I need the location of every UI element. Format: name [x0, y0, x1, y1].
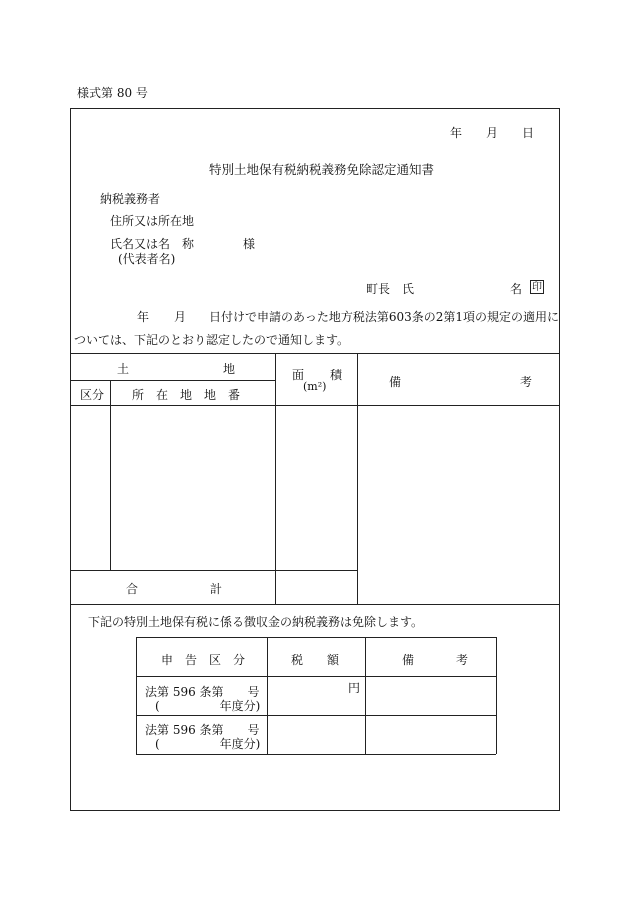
exemption-text: 下記の特別土地保有税に係る徴収金の納税義務は免除します。: [88, 615, 424, 629]
document-title: 特別土地保有税納税義務免除認定通知書: [209, 162, 435, 177]
total-label-1: 合: [126, 582, 139, 596]
date-month: 月: [486, 126, 499, 140]
date-year: 年: [450, 126, 463, 140]
land-col-divider-area: [357, 353, 358, 604]
body-month: 月: [174, 310, 187, 324]
row2-law: 法第 596 条第 号: [145, 723, 260, 737]
body-line1: 日付けで申請のあった地方税法第603条の2第1項の規定の適用に: [209, 310, 560, 324]
tax-col-tax-2: 額: [327, 653, 340, 667]
tax-col-declaration: 申 告 区 分: [161, 653, 246, 667]
total-label-2: 計: [210, 582, 223, 596]
body-line2: ついては、下記のとおり認定したので通知します。: [74, 333, 350, 347]
tax-col-divider-amount: [365, 637, 366, 754]
row1-law: 法第 596 条第 号: [145, 685, 260, 699]
col-location: 所 在 地 地 番: [132, 388, 241, 402]
date-day: 日: [522, 126, 535, 140]
body-year: 年: [137, 310, 150, 324]
tax-table-right-border: [496, 637, 497, 754]
form-number: 様式第 80 号: [77, 86, 148, 100]
tax-col-tax-1: 税: [291, 653, 304, 667]
land-col-divider-location: [275, 353, 276, 604]
col-area-unit: (m²): [303, 380, 327, 393]
representative-label: (代表者名): [118, 252, 176, 266]
col-category: 区分: [80, 388, 105, 402]
land-table-bottom-border: [70, 604, 560, 605]
land-header-left: 土: [117, 362, 130, 376]
tax-table-row-divider: [136, 715, 496, 716]
row1-fiscal: ( 年度分): [155, 699, 261, 713]
land-table-top-border: [70, 353, 560, 354]
row2-fiscal: ( 年度分): [155, 737, 261, 751]
taxpayer-heading: 納税義務者: [100, 192, 161, 206]
tax-col-remarks-2: 考: [456, 653, 469, 667]
tax-table-header-bottom: [136, 676, 496, 677]
land-table-subheader-line: [70, 380, 275, 381]
currency-unit: 円: [348, 681, 361, 695]
seal-mark: 印: [532, 282, 542, 293]
address-label: 住所又は所在地: [110, 214, 195, 228]
col-area-1: 面: [292, 368, 305, 382]
land-col-divider-category: [110, 380, 111, 570]
tax-col-divider-declaration: [267, 637, 268, 754]
col-remarks-2: 考: [520, 375, 533, 389]
mayor-name-suffix: 名: [510, 282, 523, 296]
col-area-2: 積: [330, 368, 343, 382]
tax-table-top-border: [136, 637, 496, 638]
name-label: 氏名又は名 称: [110, 237, 195, 251]
tax-table-bottom-border: [136, 754, 496, 755]
tax-col-remarks-1: 備: [402, 653, 415, 667]
land-table-total-top: [70, 570, 357, 571]
honorific: 様: [243, 237, 256, 251]
mayor-label: 町長 氏: [366, 282, 415, 296]
land-table-header-bottom: [70, 405, 560, 406]
land-header-right: 地: [223, 362, 236, 376]
col-remarks-1: 備: [389, 375, 402, 389]
tax-table-left-border: [136, 637, 137, 754]
